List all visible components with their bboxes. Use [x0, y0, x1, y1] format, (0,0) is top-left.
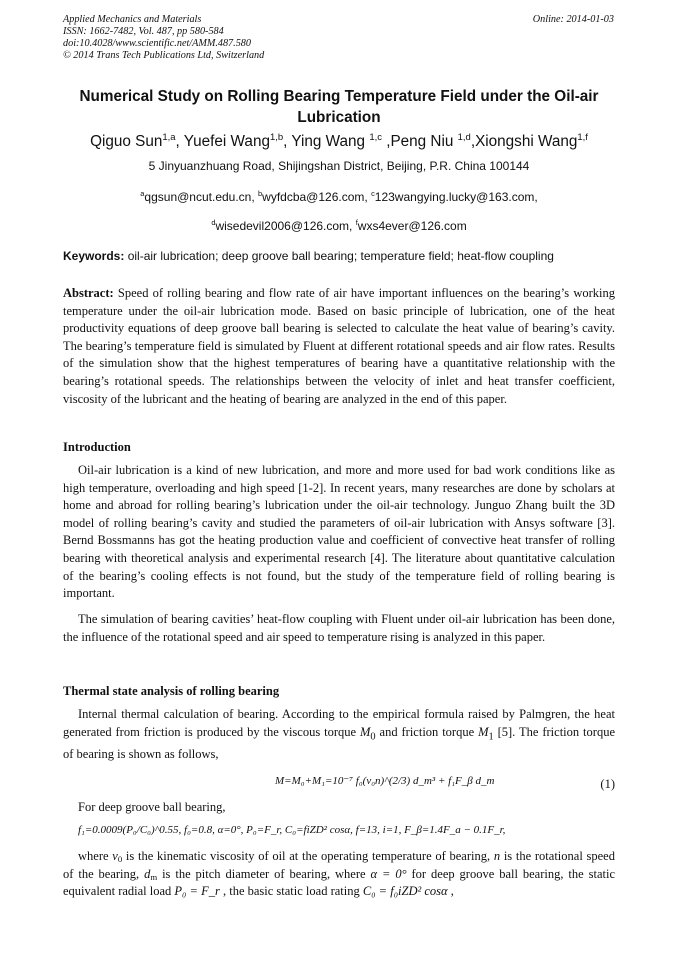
doi-line: doi:10.4028/www.scientific.net/AMM.487.580	[63, 38, 251, 49]
author: Xiongshi Wang	[475, 133, 578, 150]
issn-line: ISSN: 1662-7482, Vol. 487, pp 580-584	[63, 26, 224, 37]
keywords-label: Keywords:	[63, 249, 125, 263]
where-text: where	[78, 849, 113, 863]
symbol-n: n	[493, 849, 501, 863]
symbol-M0-sub: 0	[370, 731, 376, 743]
deep-groove-parameters: f₁=0.0009(P₀/C₀)^0.55, f₀=0.8, α=0°, P₀=F_r, C₀=fiZD² cosα, f=13, i=1, F_β=1.4F_a − 0.1F_r,	[78, 824, 506, 836]
author: Qiguo Sun	[90, 133, 163, 150]
author-separator: ,	[381, 133, 391, 150]
author-separator: ,	[175, 133, 184, 150]
abstract-text: Speed of rolling bearing and flow rate of air have important influences on the bearing’s working temperature under the oil-air lubrication mode. Based on basic principle of lubrication, one of the heat productivity equations of deep groove ball bearing is selected to calculate the heat value of bearing’s cavity. The bearing’s temperature field is simulated by Fluent at different rotational speeds and air flow rates. Results of the simulation show that the highest temperatures of bearing have a quantitative relationship with the bearing’s rotational speeds. The relationships between the velocity of inlet and heat transfer coefficient, viscosity of the lubricant and the heating of bearing are analyzed in the end of this paper.	[63, 286, 615, 406]
email-link[interactable]: wisedevil2006@126.com,	[215, 219, 356, 233]
email-line-1	[63, 189, 615, 205]
thermal-text: and friction torque	[375, 724, 479, 739]
copyright-line: © 2014 Trans Tech Publications Ltd, Switzerland	[63, 50, 265, 61]
email-line-2	[63, 218, 615, 234]
where-paragraph	[63, 848, 615, 901]
section-heading-introduction: Introduction	[63, 440, 131, 454]
author: Ying Wang	[291, 133, 370, 150]
author-affil-mark: 1,f	[577, 131, 588, 143]
symbol-v0: v	[112, 849, 118, 863]
symbol-M1-sub: 1	[488, 731, 494, 743]
section-heading-thermal: Thermal state analysis of rolling bearing	[63, 684, 280, 698]
author-separator: ,	[470, 133, 476, 150]
author-affil-mark: 1,d	[457, 131, 471, 143]
where-text: is the rotational speed of the bearing,	[63, 849, 615, 881]
email-link[interactable]: 123wangying.lucky@163.com,	[374, 190, 538, 204]
symbol-M1: M	[478, 724, 489, 739]
author-affil-mark: 1,b	[269, 131, 284, 143]
email-mark: b	[258, 189, 263, 199]
symbol-alpha: α = 0°	[370, 866, 407, 881]
abstract	[63, 285, 615, 408]
symbol-C0: C₀ = f₀iZD² cosα	[362, 884, 448, 899]
email-mark: f	[355, 218, 358, 228]
equation-1-number: (1)	[600, 777, 615, 791]
email-mark: a	[140, 189, 145, 199]
symbol-dm-sub: m	[150, 871, 158, 882]
symbol-v0-sub: 0	[117, 854, 123, 865]
journal-header	[63, 14, 264, 62]
author-affil-mark: 1,c	[369, 131, 382, 143]
author: Peng Niu	[390, 133, 458, 150]
title-line-2: Lubrication	[297, 109, 381, 126]
equation-1-body: M=M₀+M₁=10⁻⁷ f₀(ν₀n)^(2/3) d_m³ + f₁F_β d_m	[275, 775, 495, 787]
author-affil-mark: 1,a	[162, 131, 176, 143]
paper-title	[63, 86, 615, 128]
email-link[interactable]: wxs4ever@126.com	[357, 219, 467, 233]
email-link[interactable]: wyfdcba@126.com,	[262, 190, 372, 204]
author-list	[63, 132, 615, 152]
deep-groove-intro: For deep groove ball bearing,	[78, 800, 226, 814]
email-mark: c	[371, 189, 375, 199]
symbol-dm: d	[144, 866, 151, 881]
affiliation: 5 Jinyuanzhuang Road, Shijingshan District, Beijing, P.R. China 100144	[148, 159, 530, 173]
title-line-1: Numerical Study on Rolling Bearing Temperature Field under the Oil-air	[79, 88, 599, 105]
email-link[interactable]: qgsun@ncut.edu.cn,	[144, 190, 259, 204]
where-text: is the pitch diameter of bearing, where	[157, 866, 371, 881]
intro-paragraph-1: Oil-air lubrication is a kind of new lubrication, and more and more used for bad work conditions like as high temperature, overloading and high speed [1-2]. In recent years, many researches are done by scholars at home and abroad for rolling bearing’s lubrication under the oil-air technology. Junguo Zhang built the 3D model of rolling bearing’s cavity and studied the parameters of oil-air lubrication with Ansys software [3]. Bernd Bossmanns has got the heating production value and coefficient of convective heat transfer of rolling bearing with theoretical analysis and experimental research [4]. The literature about quantitative calculation of the bearing’s cooling effects is not found, but the study of the temperature field of rolling bearing is important.	[63, 463, 615, 601]
symbol-P0-Fr: P₀ = F_r	[174, 884, 220, 899]
author: Yuefei Wang	[183, 133, 270, 150]
symbol-M0: M	[359, 724, 371, 739]
thermal-paragraph	[63, 706, 615, 763]
where-text: for deep groove ball bearing, the static equivalent radial load	[63, 866, 615, 899]
keywords-text: oil-air lubrication; deep groove ball bearing; temperature field; heat-flow coupling	[124, 249, 554, 263]
where-text: ,	[447, 884, 454, 899]
abstract-label: Abstract:	[63, 286, 114, 300]
intro-paragraph-2: The simulation of bearing cavities’ heat-flow coupling with Fluent under oil-air lubrication has been done, the influence of the rotational speed and air speed to temperature rising is analyzed in this paper.	[63, 612, 615, 644]
thermal-text: Internal thermal calculation of bearing. According to the empirical formula raised by Palmgren, the heat generated from friction is produced by the viscous torque	[63, 707, 615, 739]
email-mark: d	[211, 218, 216, 228]
author-separator: ,	[283, 133, 292, 150]
online-date: Online: 2014-01-03	[532, 14, 614, 25]
where-text: is the kinematic viscosity of oil at the operating temperature of bearing,	[122, 849, 494, 863]
where-text: , the basic static load rating	[219, 884, 363, 899]
journal-name: Applied Mechanics and Materials	[63, 14, 202, 25]
thermal-text: [5]. The friction torque of bearing is shown as follows,	[63, 724, 615, 761]
keywords	[63, 248, 615, 264]
equation-1	[63, 774, 615, 794]
